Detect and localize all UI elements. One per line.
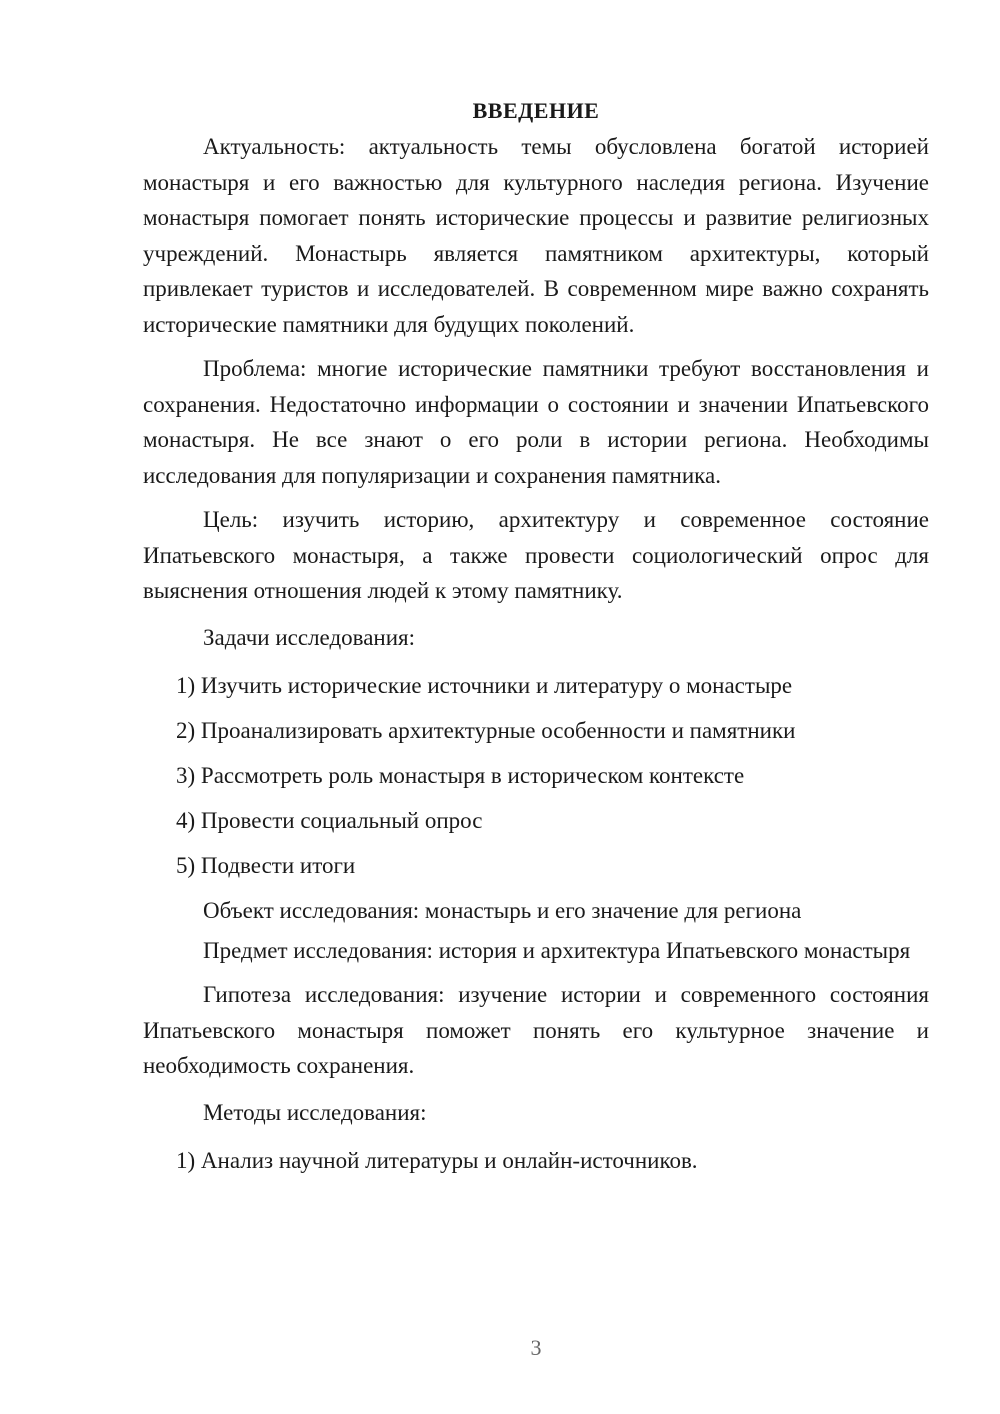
- goal-paragraph: Цель: изучить историю, архитектуру и современное состояние Ипатьевского монастыря, а также провести социологический опрос для выяснения отношения людей к этому памятнику.: [143, 507, 929, 603]
- tasks-heading: Задачи исследования:: [203, 624, 416, 650]
- object-paragraph: Объект исследования: монастырь и его значение для региона: [203, 897, 802, 923]
- relevance-paragraph: Актуальность: актуальность темы обусловлена богатой историей монастыря и его важностью для культурного наследия региона. Изучение монастыря помогает понять исторические процессы и развитие религиозных учреждений. Монастырь является памятником архитектуры, который привлекает туристов и исследователей. В современном мире важно сохранять исторические памятники для будущих поколений.: [143, 134, 929, 337]
- list-item: 2) Проанализировать архитектурные особенности и памятники: [176, 717, 796, 743]
- problem-paragraph: Проблема: многие исторические памятники требуют восстановления и сохранения. Недостаточно информации о состоянии и значении Ипатьевского монастыря. Не все знают о его роли в истории региона. Необходимы исследования для популяризации и сохранения памятника.: [143, 356, 929, 488]
- page-title: ВВЕДЕНИЕ: [472, 98, 600, 123]
- document-body: [143, 93, 929, 1183]
- methods-heading: Методы исследования:: [203, 1099, 427, 1125]
- list-item: 1) Анализ научной литературы и онлайн-источников.: [176, 1147, 698, 1173]
- tasks-list: [143, 663, 929, 888]
- list-item: 5) Подвести итоги: [176, 852, 356, 878]
- methods-list: [143, 1138, 929, 1183]
- list-item: 3) Рассмотреть роль монастыря в историческом контексте: [176, 762, 745, 788]
- list-item: 1) Изучить исторические источники и литературу о монастыре: [176, 672, 793, 698]
- hypothesis-paragraph: Гипотеза исследования: изучение истории и современного состояния Ипатьевского монастыря поможет понять его культурное значение и необходимость сохранения.: [143, 982, 929, 1078]
- page-number: 3: [530, 1335, 542, 1360]
- subject-paragraph: Предмет исследования: история и архитектура Ипатьевского монастыря: [203, 937, 911, 963]
- list-item: 4) Провести социальный опрос: [176, 807, 483, 833]
